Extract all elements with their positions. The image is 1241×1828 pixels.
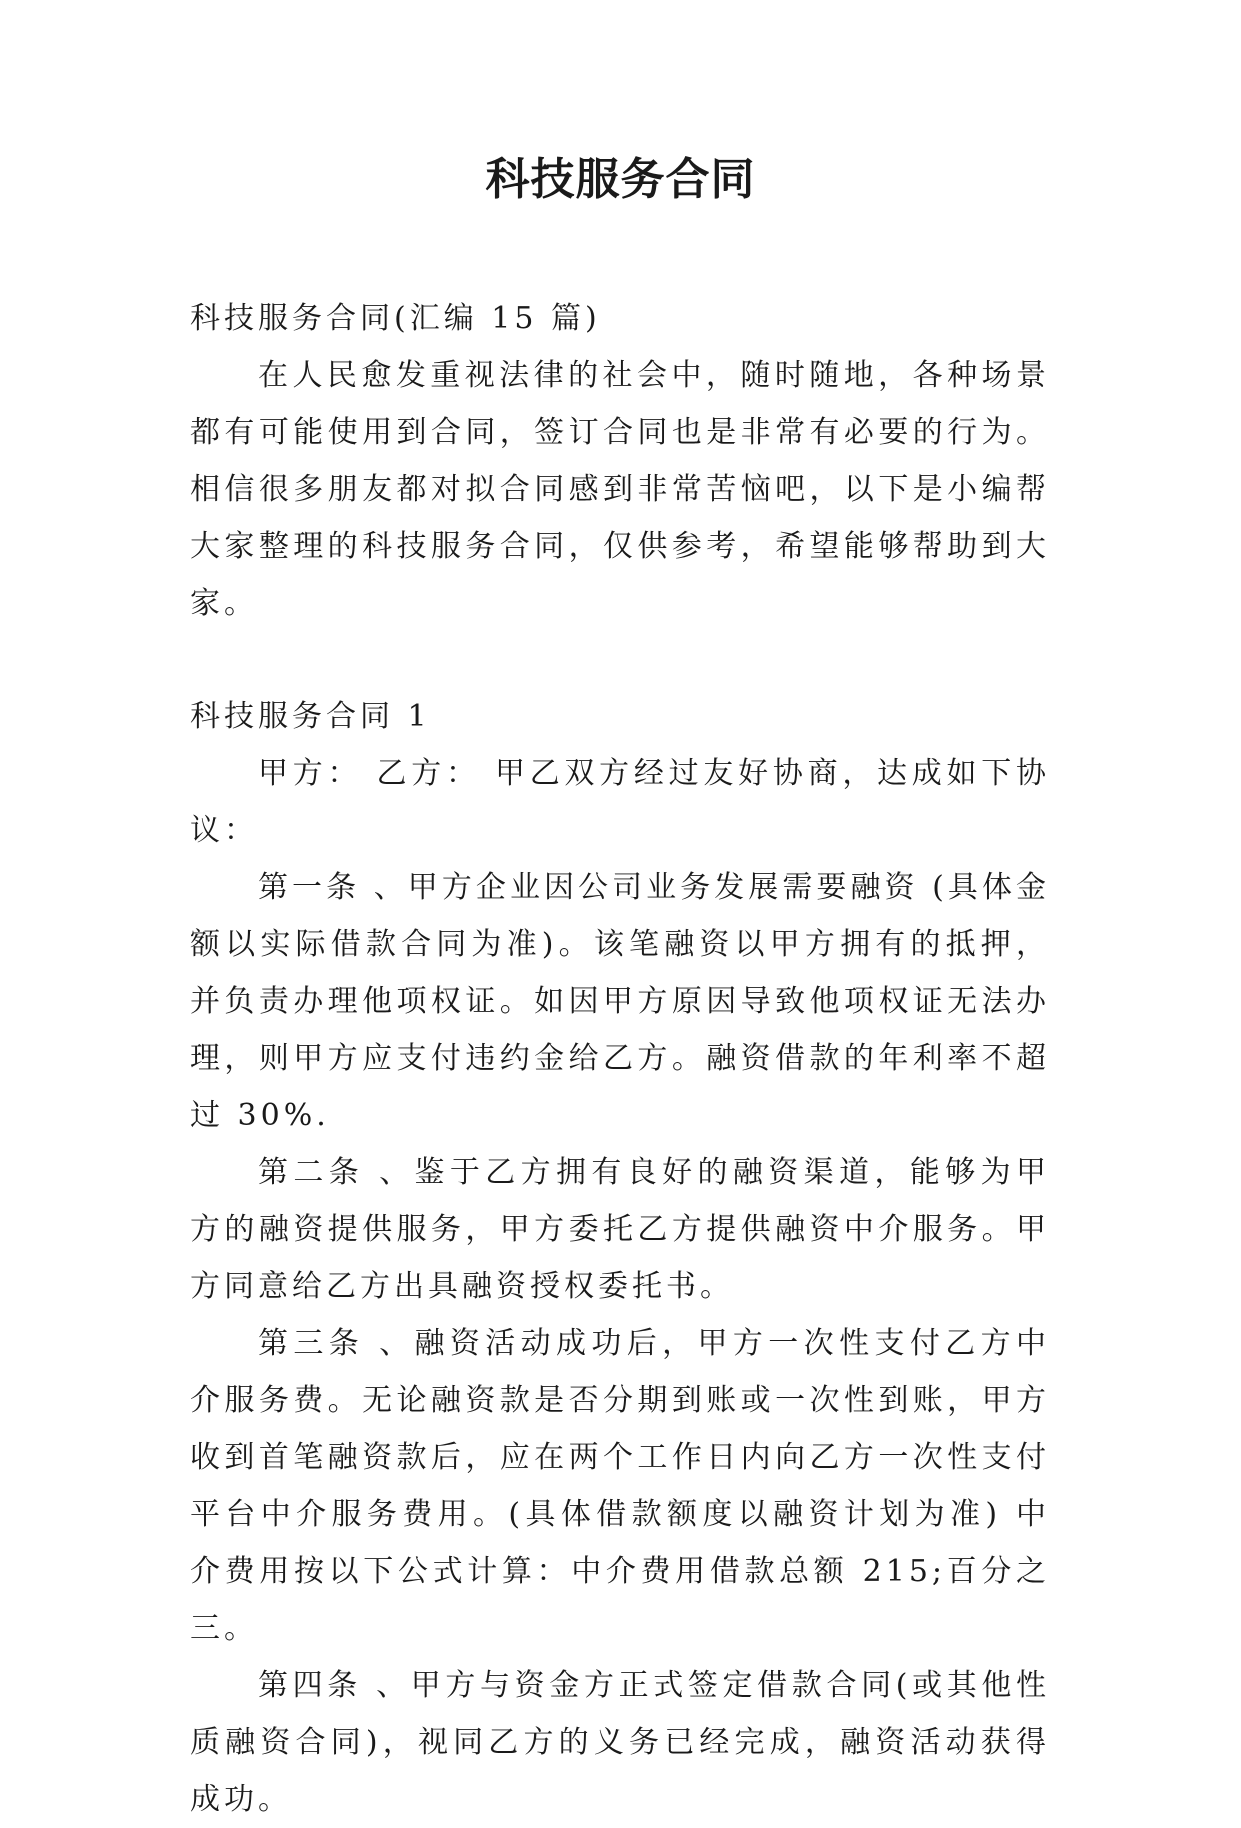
document-body	[190, 290, 1050, 1828]
section-spacer	[190, 632, 1050, 688]
article-2-paragraph: 第二条 、鉴于乙方拥有良好的融资渠道，能够为甲方的融资提供服务，甲方委托乙方提供融资中介服务。甲方同意给乙方出具融资授权委托书。	[190, 1155, 1050, 1304]
document-subtitle: 科技服务合同(汇编 15 篇)	[190, 301, 601, 336]
section-heading: 科技服务合同 1	[190, 699, 431, 734]
article-4-paragraph: 第四条 、甲方与资金方正式签定借款合同(或其他性质融资合同)，视同乙方的义务已经完成，融资活动获得成功。	[190, 1668, 1050, 1817]
parties-paragraph: 甲方： 乙方： 甲乙双方经过友好协商，达成如下协议：	[190, 756, 1050, 848]
article-3-paragraph: 第三条 、融资活动成功后，甲方一次性支付乙方中介服务费。无论融资款是否分期到账或一次性到账，甲方收到首笔融资款后，应在两个工作日内向乙方一次性支付平台中介服务费用。(具体借款额度以融资计划为准) 中介费用按以下公式计算：中介费用借款总额 215;百分之三。	[190, 1326, 1050, 1646]
document-title: 科技服务合同	[485, 154, 756, 205]
article-1-paragraph: 第一条 、甲方企业因公司业务发展需要融资 (具体金额以实际借款合同为准)。该笔融资以甲方拥有的抵押，并负责办理他项权证。如因甲方原因导致他项权证无法办理，则甲方应支付违约金给乙方。融资借款的年利率不超过 30%.	[190, 870, 1050, 1133]
intro-paragraph: 在人民愈发重视法律的社会中，随时随地，各种场景都有可能使用到合同，签订合同也是非常有必要的行为。相信很多朋友都对拟合同感到非常苦恼吧，以下是小编帮大家整理的科技服务合同，仅供参考，希望能够帮助到大家。	[190, 358, 1050, 621]
